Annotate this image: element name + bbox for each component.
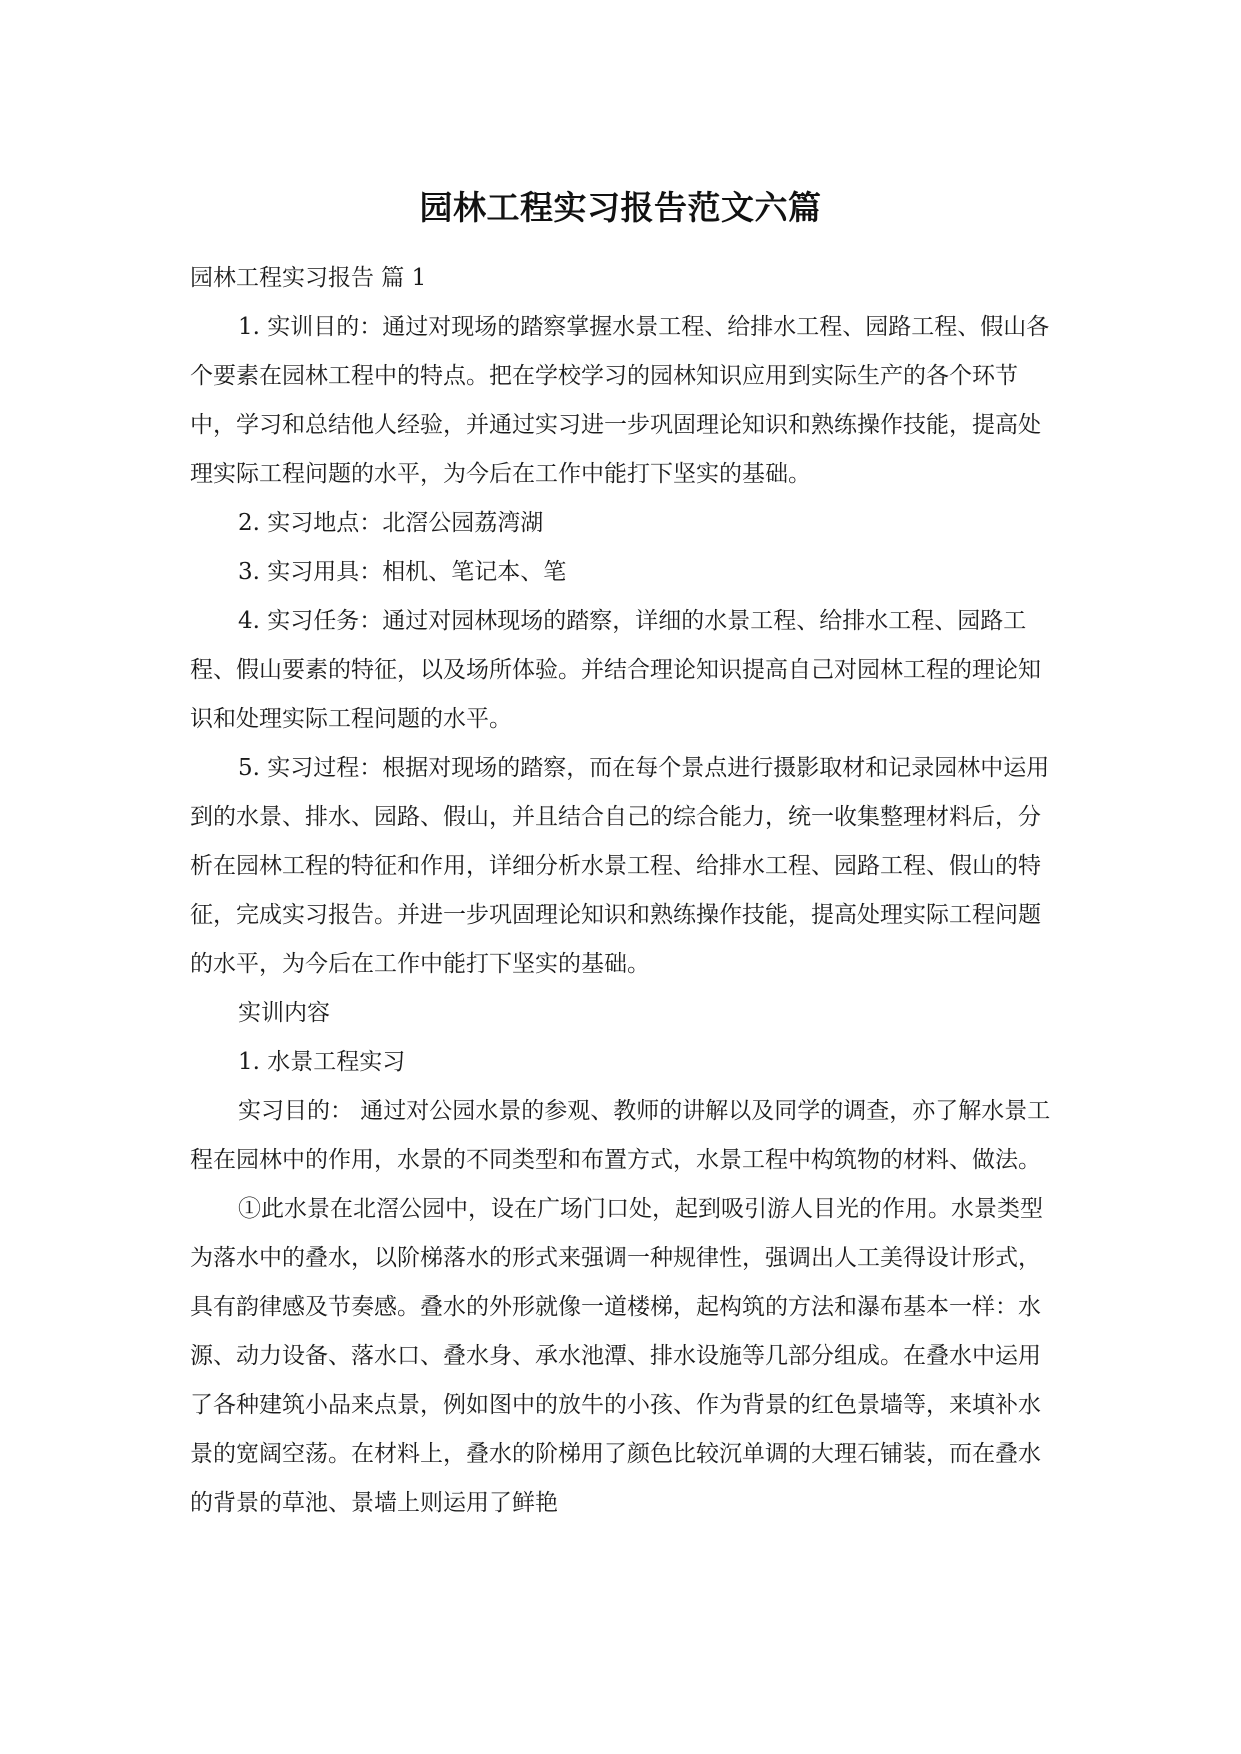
- paragraph-waterscape-detail: ①此水景在北滘公园中，设在广场门口处，起到吸引游人目光的作用。水景类型为落水中的叠水，以阶梯落水的形式来强调一种规律性，强调出人工美得设计形式，具有韵律感及节奏感。叠水的外形就像一道楼梯，起构筑的方法和瀑布基本一样：水源、动力设备、落水口、叠水身、承水池潭、排水设施等几部分组成。在叠水中运用了各种建筑小品来点景，例如图中的放牛的小孩、作为背景的红色景墙等，来填补水景的宽阔空荡。在材料上，叠水的阶梯用了颜色比较沉单调的大理石铺装，而在叠水的背景的草池、景墙上则运用了鲜艳: [190, 1196, 1043, 1516]
- paragraph-tasks: 4. 实习任务：通过对园林现场的踏察，详细的水景工程、给排水工程、园路工程、假山要素的特征，以及场所体验。并结合理论知识提高自己对园林工程的理论知识和处理实际工程问题的水平。: [190, 608, 1041, 732]
- paragraph-training-purpose: 1. 实训目的：通过对现场的踏察掌握水景工程、给排水工程、园路工程、假山各个要素在园林工程中的特点。把在学校学习的园林知识应用到实际生产的各个环节中，学习和总结他人经验，并通过实习进一步巩固理论知识和熟练操作技能，提高处理实际工程问题的水平，为今后在工作中能打下坚实的基础。: [190, 314, 1050, 487]
- document-body: [190, 254, 1052, 1528]
- document-title: 园林工程实习报告范文六篇: [419, 188, 822, 227]
- section-heading: 园林工程实习报告 篇 1: [190, 265, 427, 291]
- paragraph-process: 5. 实习过程：根据对现场的踏察，而在每个景点进行摄影取材和记录园林中运用到的水景、排水、园路、假山，并且结合自己的综合能力，统一收集整理材料后，分析在园林工程的特征和作用，详细分析水景工程、给排水工程、园路工程、假山的特征，完成实习报告。并进一步巩固理论知识和熟练操作技能，提高处理实际工程问题的水平，为今后在工作中能打下坚实的基础。: [190, 755, 1050, 977]
- paragraph-waterscape-purpose: 实习目的： 通过对公园水景的参观、教师的讲解以及同学的调查，亦了解水景工程在园林中的作用，水景的不同类型和布置方式，水景工程中构筑物的材料、做法。: [190, 1098, 1051, 1173]
- paragraph-waterscape-heading: 1. 水景工程实习: [238, 1049, 406, 1075]
- paragraph-location: 2. 实习地点：北滘公园荔湾湖: [238, 510, 544, 536]
- paragraph-training-content-heading: 实训内容: [238, 1000, 330, 1026]
- paragraph-tools: 3. 实习用具：相机、笔记本、笔: [238, 559, 567, 585]
